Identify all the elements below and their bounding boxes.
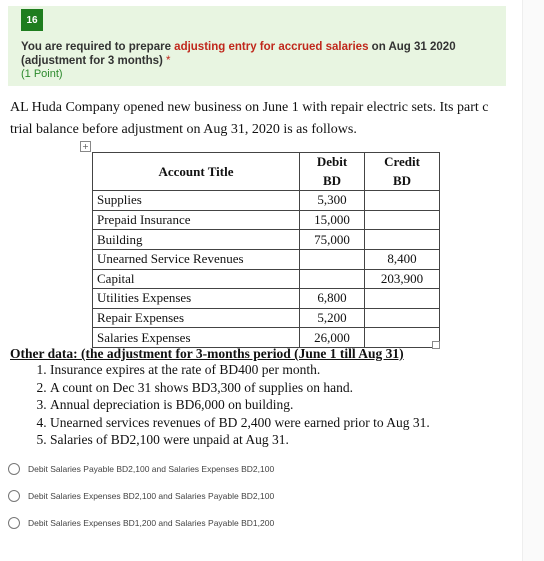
table-row: Salaries Expenses 26,000 — [93, 328, 440, 348]
option-label: Debit Salaries Expenses BD1,200 and Salaries Payable BD1,200 — [28, 518, 275, 528]
table-move-handle-icon: + — [80, 141, 91, 152]
answer-option-1[interactable] — [8, 461, 274, 477]
header-account-title: Account Title — [93, 153, 300, 191]
table-row: Supplies 5,300 — [93, 191, 440, 211]
list-item: 4. Unearned services revenues of BD 2,400 were earned prior to Aug 31. — [50, 414, 430, 432]
question-number-badge: 16 — [21, 9, 43, 31]
table-header-row — [93, 153, 440, 172]
header-debit: Debit — [300, 153, 365, 172]
table-row: Prepaid Insurance 15,000 — [93, 210, 440, 230]
list-item: 3. Annual depreciation is BD6,000 on building. — [50, 396, 430, 414]
table-row: Utilities Expenses 6,800 — [93, 289, 440, 309]
problem-image — [0, 93, 505, 455]
list-item: 1. Insurance expires at the rate of BD400 per month. — [50, 361, 430, 379]
adjustments-list — [30, 361, 430, 449]
right-scroll-gutter — [522, 0, 544, 561]
header-debit-unit: BD — [300, 172, 365, 191]
list-item: 2. A count on Dec 31 shows BD3,300 of supplies on hand. — [50, 379, 430, 397]
list-item: 5. Salaries of BD2,100 were unpaid at Aug 31. — [50, 431, 430, 449]
problem-intro: AL Huda Company opened new business on June 1 with repair electric sets. Its part c trial balance before adjustment on Aug 31, 2020 is as follows. — [10, 100, 489, 137]
answer-option-3[interactable] — [8, 515, 274, 531]
question-card — [8, 6, 506, 86]
table-row: Capital 203,900 — [93, 269, 440, 289]
trial-balance-table — [92, 152, 440, 348]
header-credit: Credit — [365, 153, 440, 172]
radio-button-icon[interactable] — [8, 490, 20, 502]
resize-handle-icon — [432, 341, 440, 349]
required-mark: * — [166, 55, 171, 67]
question-text: You are required to prepare adjusting entry for accrued salaries on Aug 31 2020 (adjustment for 3 months) * — [21, 41, 456, 67]
option-label: Debit Salaries Payable BD2,100 and Salaries Expenses BD2,100 — [28, 464, 275, 474]
table-row: Unearned Service Revenues 8,400 — [93, 249, 440, 269]
radio-button-icon[interactable] — [8, 463, 20, 475]
table-row: Building 75,000 — [93, 230, 440, 250]
table-row: Repair Expenses 5,200 — [93, 308, 440, 328]
radio-button-icon[interactable] — [8, 517, 20, 529]
answer-option-2[interactable] — [8, 488, 274, 504]
header-credit-unit: BD — [365, 172, 440, 191]
question-points: (1 Point) — [21, 68, 63, 80]
option-label: Debit Salaries Expenses BD2,100 and Salaries Payable BD2,100 — [28, 491, 275, 501]
other-data-heading: Other data: (the adjustment for 3-months period (June 1 till Aug 31) — [10, 346, 404, 361]
